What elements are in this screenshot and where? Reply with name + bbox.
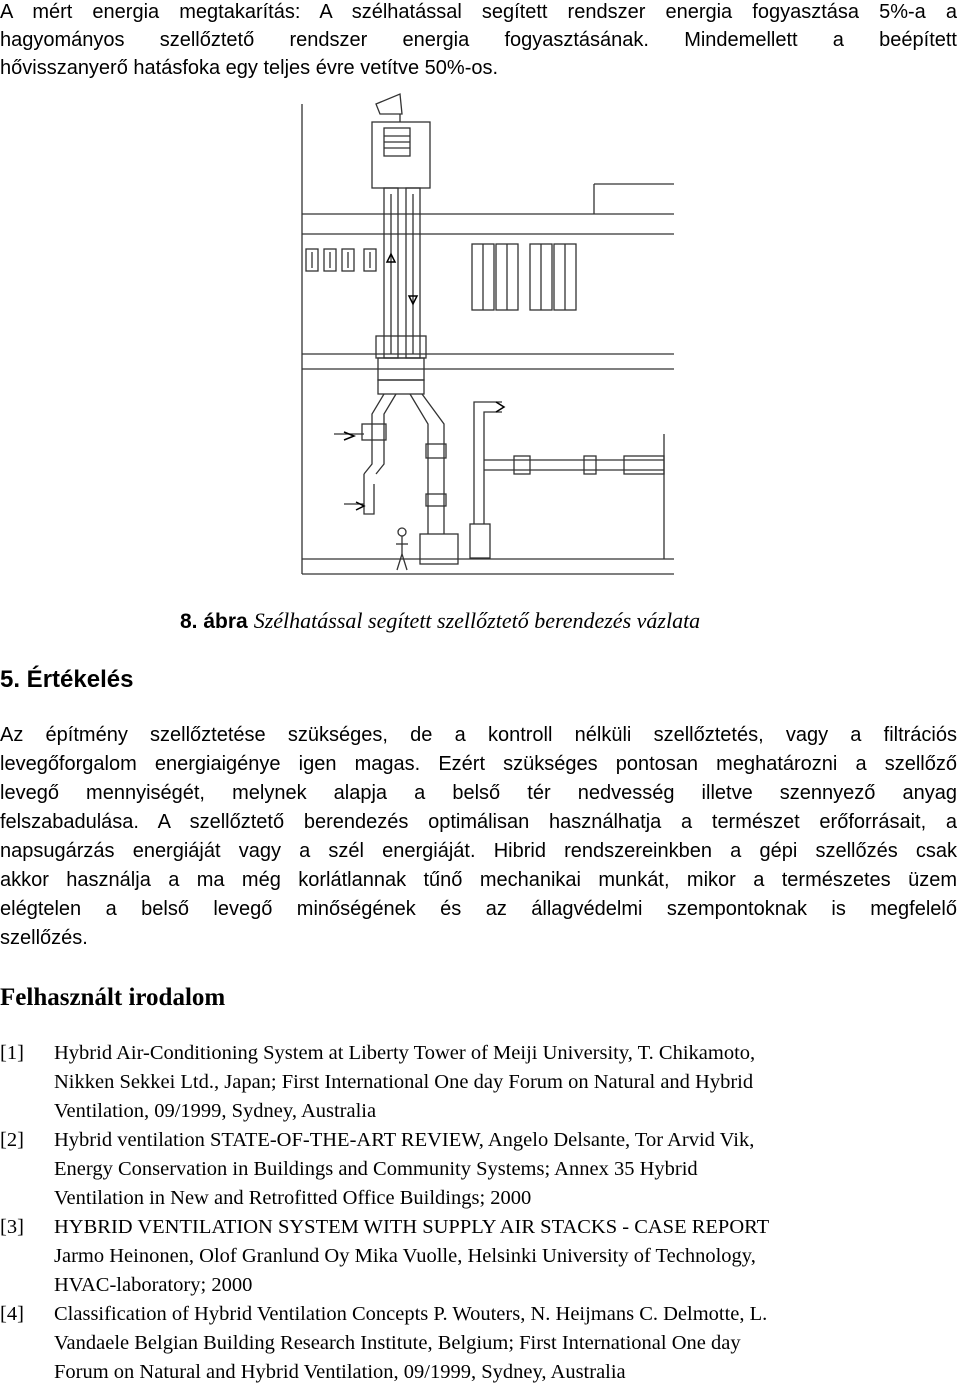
section-heading-evaluation: 5. Értékelés — [0, 666, 134, 693]
reference-item — [0, 1213, 958, 1300]
intro-line: hagyományos szellőztető rendszer energia fogyasztásának. Mindemellett a beépített — [0, 29, 957, 51]
body-line: napsugárzás energiáját vagy a szél energiáját. Hibrid rendszereinkben a gépi szellőzés csak — [0, 840, 957, 862]
reference-item — [0, 1126, 958, 1213]
reference-number: [1] — [0, 1042, 24, 1064]
reference-line: Nikken Sekkei Ltd., Japan; First International One day Forum on Natural and Hybrid — [54, 1071, 754, 1093]
body-line: felszabadulása. A szellőztető berendezés optimálisan használhatja a természet erőforrásait, a — [0, 811, 957, 833]
body-line: levegő mennyiségét, melynek alapja a belső tér nedvesség illetve szennyező anyag — [0, 782, 957, 804]
reference-line: Ventilation, 09/1999, Sydney, Australia — [54, 1100, 377, 1122]
reference-line: Forum on Natural and Hybrid Ventilation, 09/1999, Sydney, Australia — [54, 1361, 626, 1383]
reference-line: HYBRID VENTILATION SYSTEM WITH SUPPLY AIR STACKS - CASE REPORT — [54, 1216, 770, 1238]
reference-line: Energy Conservation in Buildings and Community Systems; Annex 35 Hybrid — [54, 1158, 698, 1180]
intro-paragraph — [0, 0, 957, 82]
reference-number: [4] — [0, 1303, 24, 1325]
body-line: Az építmény szellőztetése szükséges, de a kontroll nélküli szellőztetés, vagy a filtrációs — [0, 724, 957, 746]
figure-caption-number: 8. ábra — [180, 610, 248, 633]
reference-number: [2] — [0, 1129, 24, 1151]
section-heading-literature: Felhasznált irodalom — [0, 984, 226, 1011]
figure-caption — [180, 606, 700, 637]
reference-number: [3] — [0, 1216, 24, 1238]
reference-line: HVAC-laboratory; 2000 — [54, 1274, 253, 1296]
figure-caption-text: Szélhatással segített szellőztető berendezés vázlata — [253, 608, 701, 633]
reference-list — [0, 1039, 958, 1387]
reference-line: Jarmo Heinonen, Olof Granlund Oy Mika Vuolle, Helsinki University of Technology, — [54, 1245, 756, 1267]
body-line: akkor használja a ma még korlátlannak tűnő mechanikai munkát, mikor a természetes üzem — [0, 869, 957, 891]
body-line: szellőzés. — [0, 927, 88, 949]
reference-line: Vandaele Belgian Building Research Institute, Belgium; First International One day — [54, 1332, 741, 1354]
body-line: elégtelen a belső levegő minőségének és az állagvédelmi szempontoknak is megfelelő — [0, 898, 957, 920]
ventilation-diagram-figure — [284, 84, 674, 596]
intro-line: hővisszanyerő hatásfoka egy teljes évre vetítve 50%-os. — [0, 57, 499, 79]
intro-line: A mért energia megtakarítás: A szélhatással segített rendszer energia fogyasztása 5%-a a — [0, 1, 957, 23]
reference-line: Hybrid ventilation STATE-OF-THE-ART REVIEW, Angelo Delsante, Tor Arvid Vik, — [54, 1129, 755, 1151]
body-line: levegőforgalom energiaigénye igen magas. Ezért szükséges pontosan meghatározni a szellőző — [0, 753, 957, 775]
evaluation-paragraph — [0, 721, 957, 953]
reference-item — [0, 1300, 958, 1387]
reference-line: Classification of Hybrid Ventilation Concepts P. Wouters, N. Heijmans C. Delmotte, L. — [54, 1303, 768, 1325]
reference-line: Hybrid Air-Conditioning System at Liberty Tower of Meiji University, T. Chikamoto, — [54, 1042, 756, 1064]
reference-line: Ventilation in New and Retrofitted Office Buildings; 2000 — [54, 1187, 532, 1209]
reference-item — [0, 1039, 958, 1126]
